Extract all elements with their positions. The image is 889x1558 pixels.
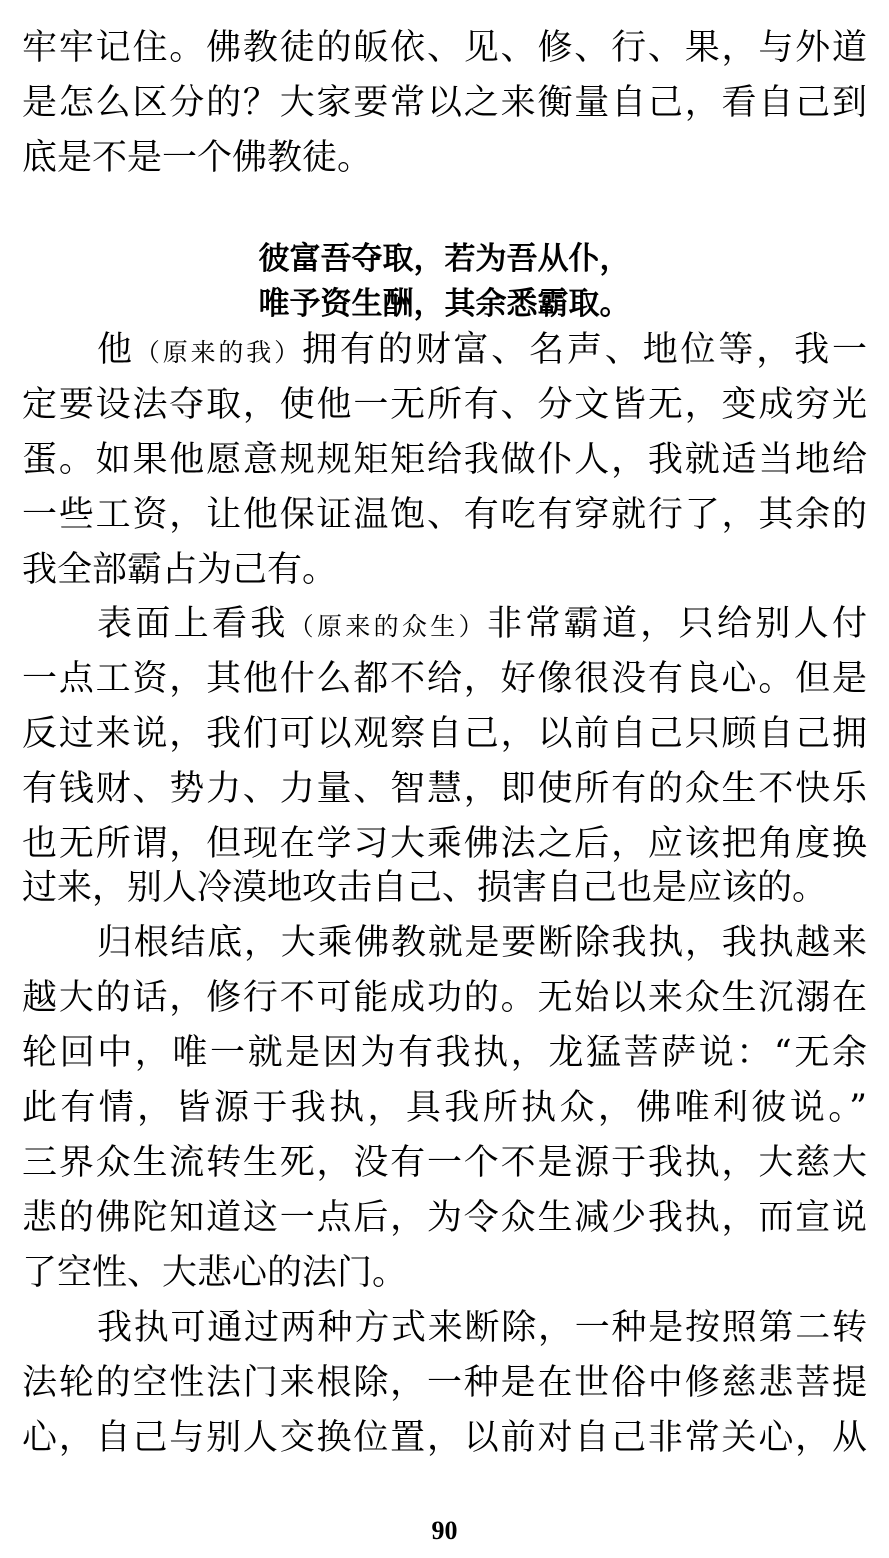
text-line: 定要设法夺取，使他一无所有、分文皆无，变成穷光 — [22, 385, 867, 425]
text-span: 非常霸道，只给别人付 — [486, 604, 867, 644]
text-span: 拥有的财富、名声、地位等，我一 — [302, 330, 867, 370]
text-line: 悲的佛陀知道这一点后，为令众生减少我执，而宣说 — [22, 1198, 867, 1238]
text-line: 我全部霸占为己有。 — [22, 550, 338, 590]
annotation-note: （原来的众生） — [288, 612, 487, 641]
text-line: 一点工资，其他什么都不给，好像很没有良心。但是 — [22, 659, 867, 699]
annotation-note: （原来的我） — [134, 338, 302, 367]
paragraph-first-line: 归根结底，大乘佛教就是要断除我执，我执越来 — [97, 923, 867, 963]
paragraph-first-line — [97, 596, 867, 652]
page-number: 90 — [431, 1516, 458, 1545]
text-line: 法轮的空性法门来根除，一种是在世俗中修慈悲菩提 — [22, 1363, 867, 1403]
text-line: 反过来说，我们可以观察自己，以前自己只顾自己拥 — [22, 714, 867, 754]
text-line: 此有情，皆源于我执，具我所执众，佛唯利彼说。” — [22, 1088, 867, 1128]
text-line: 也无所谓，但现在学习大乘佛法之后，应该把角度换 — [22, 824, 867, 864]
verse-line: 彼富吾夺取，若为吾从仆， — [258, 241, 631, 277]
text-line: 三界众生流转生死，没有一个不是源于我执，大慈大 — [22, 1143, 867, 1183]
text-span: 他 — [97, 330, 135, 370]
verse-line: 唯予资生酬，其余悉霸取。 — [258, 286, 631, 322]
text-line: 蛋。如果他愿意规规矩矩给我做仆人，我就适当地给 — [22, 440, 867, 480]
paragraph-first-line — [97, 322, 867, 378]
text-line: 了空性、大悲心的法门。 — [22, 1253, 408, 1293]
text-span: 表面上看我 — [97, 604, 289, 644]
text-line: 有钱财、势力、力量、智慧，即使所有的众生不快乐 — [22, 769, 867, 809]
text-line: 心，自己与别人交换位置，以前对自己非常关心，从 — [22, 1418, 867, 1458]
text-line: 是怎么区分的？大家要常以之来衡量自己，看自己到 — [22, 83, 867, 123]
text-line: 牢牢记住。佛教徒的皈依、见、修、行、果，与外道 — [22, 28, 867, 68]
text-line: 越大的话，修行不可能成功的。无始以来众生沉溺在 — [22, 978, 867, 1018]
text-line: 底是不是一个佛教徒。 — [22, 138, 373, 178]
paragraph-first-line: 我执可通过两种方式来断除，一种是按照第二转 — [97, 1308, 867, 1348]
text-line: 轮回中，唯一就是因为有我执，龙猛菩萨说：“无余 — [22, 1033, 867, 1073]
text-line: 一些工资，让他保证温饱、有吃有穿就行了，其余的 — [22, 495, 867, 535]
text-line: 过来，别人冷漠地攻击自己、损害自己也是应该的。 — [22, 868, 828, 908]
